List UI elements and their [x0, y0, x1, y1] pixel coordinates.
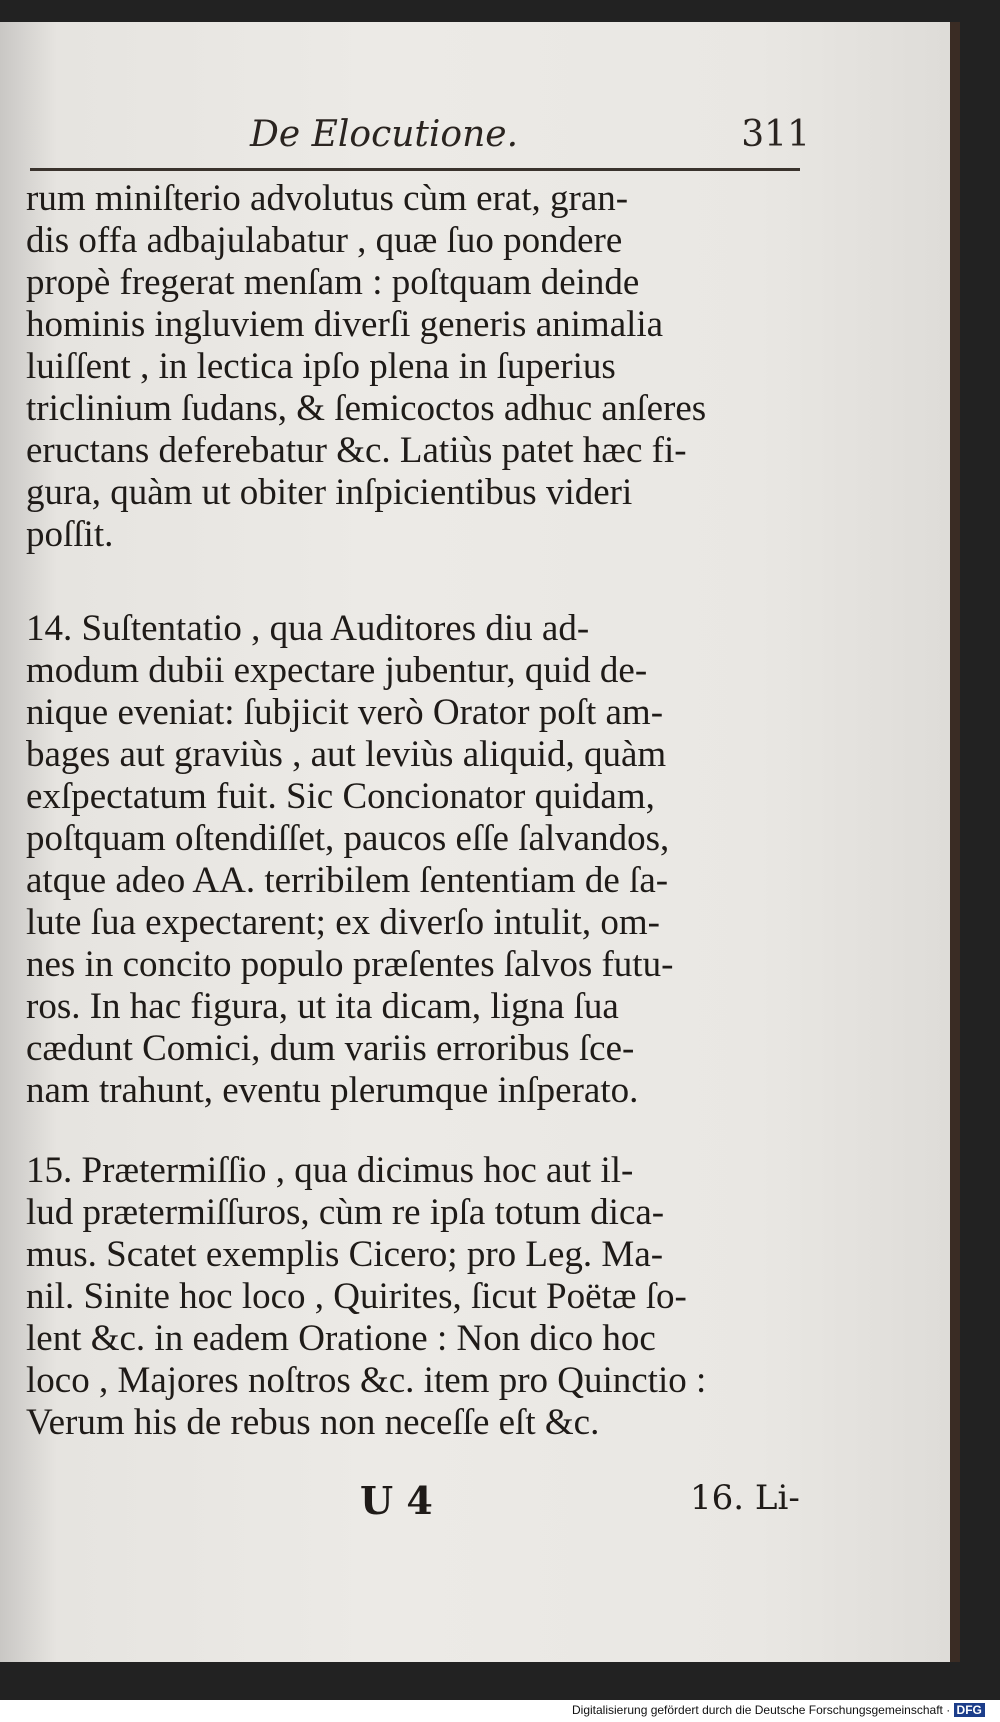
signature-mark: U 4 [360, 1478, 433, 1523]
paragraph-sustentatio [26, 608, 796, 1112]
paragraph-praetermissio [26, 1150, 796, 1444]
catchword: 16. Li- [690, 1478, 800, 1518]
credit-text: Digitalisierung gefördert durch die Deutsche Forschungsgemeinschaft · [572, 1703, 951, 1717]
text-line: gura, quàm ut obiter inſpicientibus videri [26, 472, 633, 513]
text-line: lud prætermiſſuros, cùm re ipſa totum dica- [26, 1192, 665, 1233]
text-line: exſpectatum fuit. Sic Concionator quidam, [26, 776, 655, 817]
text-line: cædunt Comici, dum variis erroribus ſce- [26, 1028, 635, 1069]
text-line: mus. Scatet exemplis Cicero; pro Leg. Ma- [26, 1234, 664, 1275]
text-line: lute ſua expectarent; ex diverſo intulit, om- [26, 902, 660, 943]
book-page [0, 22, 960, 1662]
text-line: nil. Sinite hoc loco , Quirites, ſicut Poëtæ ſo- [26, 1276, 687, 1317]
paragraph-continuation [26, 178, 796, 556]
text-line: lent &c. in eadem Oratione : Non dico hoc [26, 1318, 656, 1359]
header-rule [30, 168, 800, 171]
text-line: rum miniſterio advolutus cùm erat, gran- [26, 178, 629, 219]
text-line: atque adeo AA. terribilem ſententiam de ſa- [26, 860, 669, 901]
text-line: hominis ingluviem diverſi generis animalia [26, 304, 664, 345]
body-text [26, 178, 796, 1482]
text-line: dis offa adbajulabatur , quæ ſuo pondere [26, 220, 623, 261]
text-line: modum dubii expectare jubentur, quid de- [26, 650, 648, 691]
text-line: ros. In hac figura, ut ita dicam, ligna ſua [26, 986, 619, 1027]
text-line: luiſſent , in lectica ipſo plena in ſuperius [26, 346, 616, 387]
text-line: Verum his de rebus non neceſſe eſt &c. [26, 1402, 600, 1443]
text-line: eructans deferebatur &c. Latiùs patet hæc fi- [26, 430, 687, 471]
text-line: bages aut graviùs , aut leviùs aliquid, quàm [26, 734, 667, 775]
text-line: nes in concito populo præſentes ſalvos futu- [26, 944, 674, 985]
text-line: nam trahunt, eventu plerumque inſperato. [26, 1070, 639, 1111]
text-line: 14. Suſtentatio , qua Auditores diu ad- [26, 608, 590, 649]
text-line: poſtquam oſtendiſſet, paucos eſſe ſalvandos, [26, 818, 670, 859]
page-number: 311 [741, 114, 810, 155]
text-line: propè fregerat menſam : poſtquam deinde [26, 262, 640, 303]
dfg-logo: DFG [954, 1703, 985, 1717]
text-line: loco , Majores noſtros &c. item pro Quinctio : [26, 1360, 707, 1401]
text-line: poſſit. [26, 514, 114, 555]
text-line: triclinium ſudans, & ſemicoctos adhuc anſeres [26, 388, 707, 429]
running-head [250, 114, 810, 155]
running-title: De Elocutione. [250, 114, 519, 155]
text-line: nique eveniat: ſubjicit verò Orator poſt am- [26, 692, 664, 733]
digitization-credit [572, 1703, 985, 1717]
text-line: 15. Prætermiſſio , qua dicimus hoc aut il- [26, 1150, 634, 1191]
